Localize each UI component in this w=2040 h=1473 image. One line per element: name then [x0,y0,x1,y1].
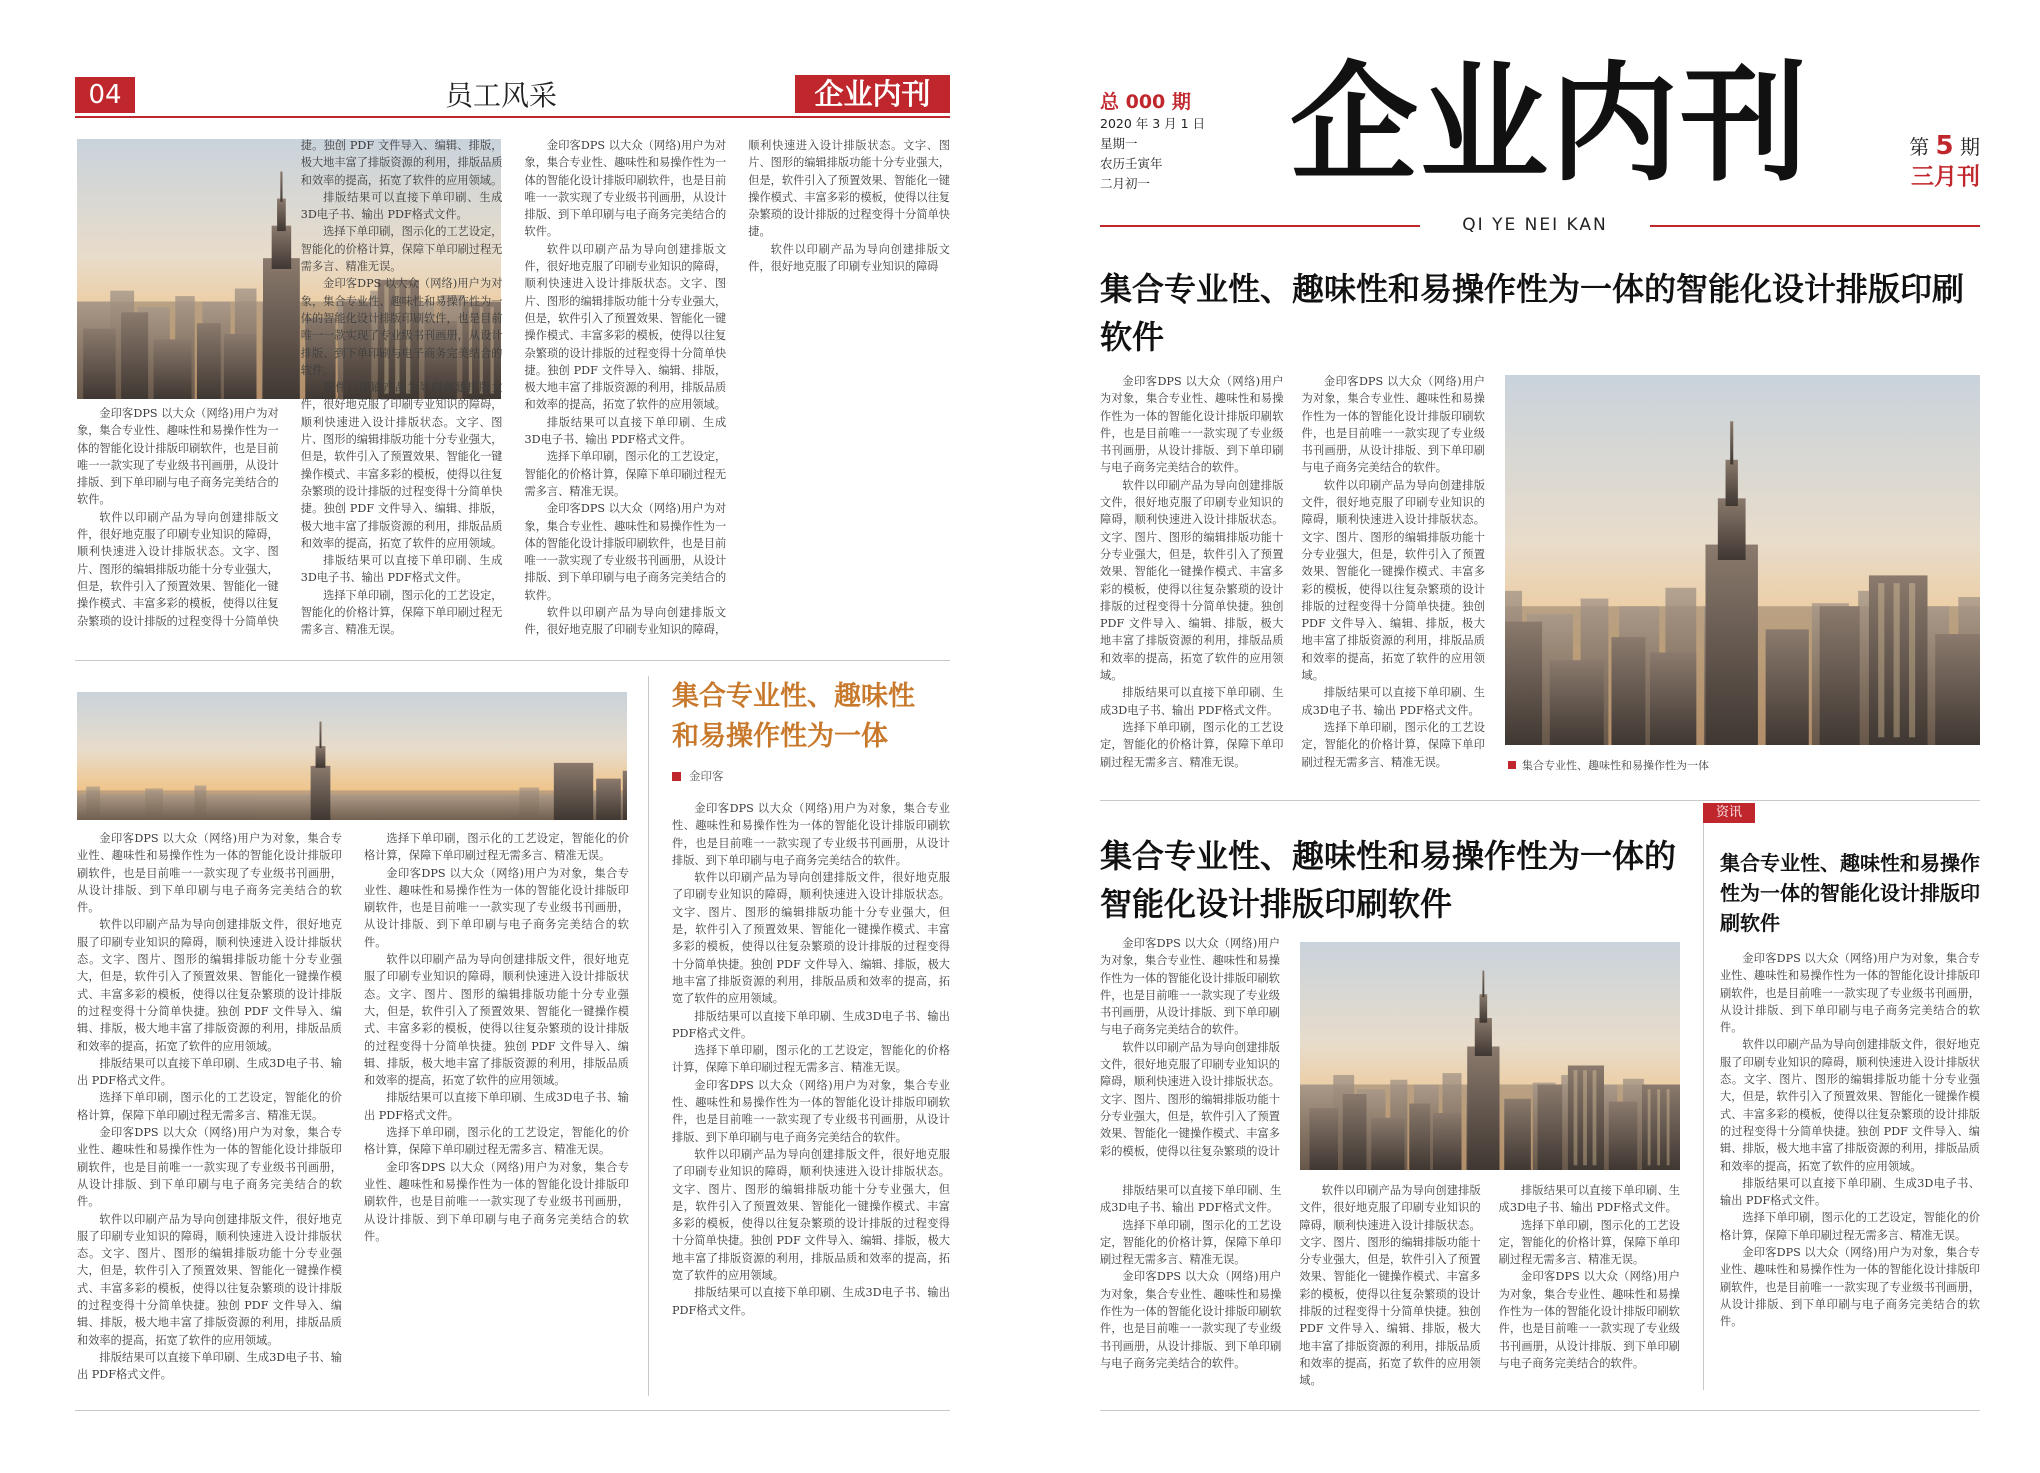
paragraph: 排版结果可以直接下单印刷、生成3D电子书、输出 PDF格式文件。 [1720,1176,1980,1208]
paragraph: 软件以印刷产品为导向创建排版文件，很好地克服了印刷专业知识的障碍，顺利快速进入设计排版状态。文字、图片、图形的编辑排版功能十分专业强大，但是，软件引入了预置效果、智能化一键操作模式、丰富多彩的模板，使得以往复杂繁琐的设计排版的过程变得十分简单快捷。独创 PDF 文件导入、编辑、排版，极大地丰富了排版资源的利用，排版品质和效率的提高，拓宽了软件的应用领域。 [524,242,727,412]
paragraph: 排版结果可以直接下单印刷、生成3D电子书、输出 PDF格式文件。 [300,190,503,222]
paragraph: 金印客DPS 以大众（网络)用户为对象，集合专业性、趣味性和易操作性为一体的智能化设计排版印刷软件，也是目前唯一一款实现了专业级书刊画册，从设计排版、到下单印刷与电子商务完美结合的软件。 [1720,1246,1980,1329]
paragraph: 金印客DPS 以大众（网络)用户为对象，集合专业性、趣味性和易操作性为一体的智能化设计排版印刷软件，也是目前唯一一款实现了专业级书刊画册，从设计排版、到下单印刷与电子商务完美结合的软件。 [77,407,279,507]
paragraph: 软件以印刷产品为导向创建排版文件，很好地克服了印刷专业知识的障碍，顺利快速进入设计排版状态。文字、图片、图形的编辑排版功能十分专业强大，但是，软件引入了预置效果、智能化一键操作模式、丰富多彩的模板，使得以往复杂繁琐的设计排版的过程变得十分简单快捷。独创 PDF 文件导入、编辑、排版，极大地丰富了排版资源的利用，排版品质和效率的提高，拓宽了软件的应用领域。 [1299,1184,1481,1388]
byline-author: 金印客 [689,769,724,783]
paragraph: 软件以印刷产品为导向创建排版文件，很好地克服了印刷专业知识的障碍，顺利快速进入设计排版状态。文字、图片、图形的编辑排版功能十分专业强大，但是，软件引入了预置效果、智能化一键操作模式、丰富多彩的模板，使得以往复杂繁琐的设计排版的过程变得十分简单快捷。独创 PDF 文件导入、编辑、排版，极大地丰富了排版资源的利用，排版品质和效率的提高，拓宽了软件的应用领域。 [77,918,342,1053]
paragraph: 金印客DPS 以大众（网络)用户为对象，集合专业性、趣味性和易操作性为一体的智能化设计排版印刷软件，也是目前唯一一款实现了专业级书刊画册，从设计排版、到下单印刷与电子商务完美结合的软件。 [1100,375,1284,475]
news-title: 集合专业性、趣味性和易操作性为一体的智能化设计排版印刷软件 [1720,851,1980,935]
brand-badge: 企业内刊 [795,75,950,113]
divider [1100,1410,1980,1411]
feature-title-line1: 集合专业性、趣味性 [672,681,915,712]
paragraph: 选择下单印刷，图示化的工艺设定，智能化的价格计算，保障下单印刷过程无需多言、精准无误。 [364,1126,629,1157]
paragraph: 选择下单印刷，图示化的工艺设定，智能化的价格计算，保障下单印刷过程无需多言、精准无误。 [1100,1218,1282,1267]
paragraph: 排版结果可以直接下单印刷、生成3D电子书、输出 PDF格式文件。 [300,554,503,585]
header-rule [75,116,950,118]
paragraph: 金印客DPS 以大众（网络)用户为对象，集合专业性、趣味性和易操作性为一体的智能化设计排版印刷软件，也是目前唯一一款实现了专业级书刊画册，从设计排版、到下单印刷与电子商务完美结合的软件。 [364,1160,629,1243]
paragraph: 软件以印刷产品为导向创建排版文件，很好地克服了印刷专业知识的障碍，顺利快速进入设计排版状态。文字、图片、图形的编辑排版功能十分专业强大，但是，软件引入了预置效果、智能化一键操作模式、丰富多彩的模板，使得以往复杂繁琐的设计排版的过程变得十分简单快捷。独创 PDF 文件导入、编辑、排版，极大地丰富了排版资源的利用，排版品质和效率的提高，拓宽了软件的应用领域。 [77,1212,342,1347]
paragraph: 金印客DPS 以大众（网络)用户为对象，集合专业性、趣味性和易操作性为一体的智能化设计排版印刷软件，也是目前唯一一款实现了专业级书刊画册，从设计排版、到下单印刷与电子商务完美结合的软件。 [364,866,629,949]
paragraph: 排版结果可以直接下单印刷、生成3D电子书、输出 PDF格式文件。 [672,1286,950,1317]
paragraph: 排版结果可以直接下单印刷、生成3D电子书、输出 PDF格式文件。 [1301,686,1485,717]
paragraph: 排版结果可以直接下单印刷、生成3D电子书、输出 PDF格式文件。 [364,1091,629,1122]
paragraph: 排版结果可以直接下单印刷、生成3D电子书、输出 PDF格式文件。 [524,415,727,447]
paragraph: 金印客DPS 以大众（网络)用户为对象，集合专业性、趣味性和易操作性为一体的智能化设计排版印刷软件，也是目前唯一一款实现了专业级书刊画册，从设计排版、到下单印刷与电子商务完美结合的软件。 [1498,1270,1680,1370]
left-page-header [75,75,950,117]
paragraph: 软件以印刷产品为导向创建排版文件，很好地克服了印刷专业知识的障碍，顺利快速进入设计排版状态。文字、图片、图形的编辑排版功能十分专业强大，但是，软件引入了预置效果、智能化一键操作模式、丰富多彩的模板，使得以往复杂繁琐的设计排版的过程变得十分简单快捷。 [524,139,950,637]
masthead-rule-right [1650,225,1980,227]
article-body [672,800,950,1390]
paragraph: 选择下单印刷，图示化的工艺设定，智能化的价格计算，保障下单印刷过程无需多言、精准无误。 [364,832,629,863]
divider [75,1410,950,1411]
paragraph: 金印客DPS 以大众（网络)用户为对象，集合专业性、趣味性和易操作性为一体的智能化设计排版印刷软件，也是目前唯一一款实现了专业级书刊画册，从设计排版、到下单印刷与电子商务完美结合的软件。 [77,832,342,915]
feature-title-line2: 和易操作性为一体 [672,721,888,752]
paragraph: 选择下单印刷，图示化的工艺设定，智能化的价格计算，保障下单印刷过程无需多言、精准无误。 [1100,720,1284,769]
article-body [1100,373,1485,783]
byline [672,768,724,784]
paragraph: 软件以印刷产品为导向创建排版文件，很好地克服了印刷专业知识的障碍，顺利快速进入设计排版状态。文字、图片、图形的编辑排版功能十分专业强大，但是，软件引入了预置效果、智能化一键操作模式、丰富多彩的模板，使得以往复杂繁琐的设计排版的过程变得十分简单快捷。独创 PDF 文件导入、编辑、排版，极大地丰富了排版资源的利用，排版品质和效率的提高，拓宽了软件的应用领域。 [364,953,629,1088]
paragraph: 金印客DPS 以大众（网络)用户为对象，集合专业性、趣味性和易操作性为一体的智能化设计排版印刷软件，也是目前唯一一款实现了专业级书刊画册，从设计排版、到下单印刷与电子商务完美结合的软件。 [1301,375,1485,475]
article-body [77,830,629,1390]
paragraph: 金印客DPS 以大众（网络)用户为对象，集合专业性、趣味性和易操作性为一体的智能化设计排版印刷软件，也是目前唯一一款实现了专业级书刊画册，从设计排版、到下单印刷与电子商务完美结合的软件。 [1720,952,1980,1035]
divider [1703,805,1704,1390]
paragraph: 金印客DPS 以大众（网络)用户为对象，集合专业性、趣味性和易操作性为一体的智能化设计排版印刷软件，也是目前唯一一款实现了专业级书刊画册，从设计排版、到下单印刷与电子商务完美结合的软件。 [524,139,727,239]
article-body [1100,935,1280,1175]
paragraph: 选择下单印刷，图示化的工艺设定，智能化的价格计算，保障下单印刷过程无需多言、精准无误。 [524,450,727,498]
divider [1100,800,1980,801]
lunar-day: 二月初一 [1100,176,1151,191]
page-number: 04 [75,77,135,113]
issue-date: 2020 年 3 月 1 日 [1100,116,1206,131]
paragraph: 选择下单印刷，图示化的工艺设定，智能化的价格计算，保障下单印刷过程无需多言、精准无误。 [1301,720,1485,769]
paragraph: 选择下单印刷，图示化的工艺设定，智能化的价格计算，保障下单印刷过程无需多言、精准无误。 [1720,1211,1980,1242]
divider [648,676,649,1396]
paragraph: 软件以印刷产品为导向创建排版文件，很好地克服了印刷专业知识的障碍，顺利快速进入设计排版状态。文字、图片、图形的编辑排版功能十分专业强大，但是，软件引入了预置效果、智能化一键操作模式、丰富多彩的模板，使得以往复杂繁琐的设计排版的过程变得十分简单快捷。独创 PDF 文件导入、编辑、排版，极大地丰富了排版资源的利用，排版品质和效率的提高，拓宽了软件的应用领域。 [300,381,503,550]
paragraph: 金印客DPS 以大众（网络)用户为对象，集合专业性、趣味性和易操作性为一体的智能化设计排版印刷软件，也是目前唯一一款实现了专业级书刊画册，从设计排版、到下单印刷与电子商务完美结合的软件。 [672,1078,950,1144]
paragraph: 选择下单印刷，图示化的工艺设定，智能化的价格计算，保障下单印刷过程无需多言、精准无误。 [300,588,503,637]
paragraph: 金印客DPS 以大众（网络)用户为对象，集合专业性、趣味性和易操作性为一体的智能化设计排版印刷软件，也是目前唯一一款实现了专业级书刊画册，从设计排版、到下单印刷与电子商务完美结合的软件。 [524,502,727,602]
photo-caption [1508,757,1709,773]
paragraph: 金印客DPS 以大众（网络)用户为对象，集合专业性、趣味性和易操作性为一体的智能化设计排版印刷软件，也是目前唯一一款实现了专业级书刊画册，从设计排版、到下单印刷与电子商务完美结合的软件。 [77,1126,342,1209]
paragraph: 排版结果可以直接下单印刷、生成3D电子书、输出 PDF格式文件。 [77,1350,342,1382]
skyline-photo [77,692,627,820]
paragraph: 软件以印刷产品为导向创建排版文件，很好地克服了印刷专业知识的障碍，顺利快速进入设计排版状态。文字、图片、图形的编辑排版功能十分专业强大，但是，软件引入了预置效果、智能化一键操作模式、丰富多彩的模板，使得以往复杂繁琐的设计排版的过程变得十分简单快捷。独创 PDF 文件导入、编辑、排版，极大地丰富了排版资源的利用，排版品质和效率的提高，拓宽了软件的应用领域。 [1720,1038,1980,1173]
paragraph: 排版结果可以直接下单印刷、生成3D电子书、输出 PDF格式文件。 [1498,1184,1680,1215]
total-issue: 总 000 期 [1100,91,1191,113]
article-body [77,137,950,640]
caption-text: 集合专业性、趣味性和易操作性为一体 [1522,759,1709,772]
headline: 集合专业性、趣味性和易操作性为一体的智能化设计排版印刷软件 [1100,270,1965,356]
divider [75,660,950,661]
article-body [1720,950,1980,1390]
issue-prefix: 第 [1909,135,1930,159]
square-bullet-icon [1508,761,1516,769]
month-issue: 三月刊 [1911,164,1980,190]
paragraph: 排版结果可以直接下单印刷、生成3D电子书、输出 PDF格式文件。 [672,1009,950,1040]
headline: 集合专业性、趣味性和易操作性为一体的智能化设计排版印刷软件 [1100,837,1677,923]
city-photo [1505,375,1980,745]
article-body [1100,1182,1680,1390]
issue-suffix: 期 [1960,135,1980,159]
masthead-info [1100,90,1300,194]
feature-title [672,677,962,757]
paragraph: 排版结果可以直接下单印刷、生成3D电子书、输出 PDF格式文件。 [1100,686,1284,717]
paragraph: 软件以印刷产品为导向创建排版文件，很好地克服了印刷专业知识的障碍 [748,242,950,274]
image-spacer [77,137,279,405]
paragraph: 软件以印刷产品为导向创建排版文件，很好地克服了印刷专业知识的障碍，顺利快速进入设计排版状态。文字、图片、图形的编辑排版功能十分专业强大，但是，软件引入了预置效果、智能化一键操作模式、丰富多彩的模板，使得以往复杂繁琐的设计排版的过程变得十分简单快捷。独创 PDF 文件导入、编辑、排版，极大地丰富了排版资源的利用，排版品质和效率的提高，拓宽了软件的应用领域。 [672,1147,950,1283]
paragraph: 排版结果可以直接下单印刷、生成3D电子书、输出 PDF格式文件。 [1100,1184,1282,1215]
masthead-rule-left [1100,225,1420,227]
paragraph: 软件以印刷产品为导向创建排版文件，很好地克服了印刷专业知识的障碍，顺利快速进入设计排版状态。文字、图片、图形的编辑排版功能十分专业强大，但是，软件引入了预置效果、智能化一键操作模式、丰富多彩的模板，使得以往复杂繁琐的设计排版的过程变得十分简单快捷。独创 PDF 文件导入、编辑、排版，极大地丰富了排版资源的利用，排版品质和效率的提高，拓宽了软件的应用领域。 [672,871,950,1006]
issue-number: 5 [1935,131,1954,161]
paragraph: 软件以印刷产品为导向创建排版文件，很好地克服了印刷专业知识的障碍，顺利快速进入设计排版状态。文字、图片、图形的编辑排版功能十分专业强大，但是，软件引入了预置效果、智能化一键操作模式、丰富多彩的模板，使得以往复杂繁琐的设计 [1100,1040,1280,1158]
lunar-year: 农历壬寅年 [1100,156,1163,171]
paragraph: 金印客DPS 以大众（网络)用户为对象，集合专业性、趣味性和易操作性为一体的智能化设计排版印刷软件，也是目前唯一一款实现了专业级书刊画册，从设计排版、到下单印刷与电子商务完美结合的软件。 [672,802,950,867]
paragraph: 排版结果可以直接下单印刷、生成3D电子书、输出 PDF格式文件。 [77,1056,342,1088]
paragraph: 选择下单印刷，图示化的工艺设定，智能化的价格计算，保障下单印刷过程无需多言、精准无误。 [1498,1218,1680,1267]
weekday: 星期一 [1100,136,1138,151]
paragraph: 选择下单印刷，图示化的工艺设定，智能化的价格计算，保障下单印刷过程无需多言、精准无误。 [77,1091,342,1122]
masthead-title: 企业内刊 [1290,50,1811,199]
section-title: 员工风采 [445,79,558,112]
paragraph: 选择下单印刷，图示化的工艺设定，智能化的价格计算，保障下单印刷过程无需多言、精准无误。 [672,1044,950,1075]
news-tag: 资讯 [1703,803,1755,823]
square-bullet-icon [672,772,681,781]
paragraph: 软件以印刷产品为导向创建排版文件，很好地克服了印刷专业知识的障碍，顺利快速进入设计排版状态。文字、图片、图形的编辑排版功能十分专业强大，但是，软件引入了预置效果、智能化一键操作模式、丰富多彩的模板，使得以往复杂繁琐的设计排版的过程变得十分简单快捷。独创 PDF 文件导入、编辑、排版，极大地丰富了排版资源的利用，排版品质和效率的提高，拓宽了软件的应用领域。 [1301,478,1485,683]
paragraph: 金印客DPS 以大众（网络)用户为对象，集合专业性、趣味性和易操作性为一体的智能化设计排版印刷软件，也是目前唯一一款实现了专业级书刊画册，从设计排版、到下单印刷与电子商务完美结合的软件。 [1100,937,1280,1037]
paragraph: 金印客DPS 以大众（网络)用户为对象，集合专业性、趣味性和易操作性为一体的智能化设计排版印刷软件，也是目前唯一一款实现了专业级书刊画册，从设计排版、到下单印刷与电子商务完美结合的软件。 [300,277,503,377]
paragraph: 软件以印刷产品为导向创建排版文件，很好地克服了印刷专业知识的障碍，顺利快速进入设计排版状态。文字、图片、图形的编辑排版功能十分专业强大，但是，软件引入了预置效果、智能化一键操作模式、丰富多彩的模板，使得以往复杂繁琐的设计排版的过程变得十分简单快捷。独创 PDF 文件导入、编辑、排版，极大地丰富了排版资源的利用，排版品质和效率的提高，拓宽了软件的应用领域。 [77,139,503,628]
issue-badge [1880,132,1980,193]
masthead-pinyin: QI YE NEI KAN [1462,215,1608,235]
paragraph: 金印客DPS 以大众（网络)用户为对象，集合专业性、趣味性和易操作性为一体的智能化设计排版印刷软件，也是目前唯一一款实现了专业级书刊画册，从设计排版、到下单印刷与电子商务完美结合的软件。 [1100,1270,1282,1370]
paragraph: 选择下单印刷，图示化的工艺设定，智能化的价格计算，保障下单印刷过程无需多言、精准无误。 [300,225,503,274]
paragraph: 软件以印刷产品为导向创建排版文件，很好地克服了印刷专业知识的障碍，顺利快速进入设计排版状态。文字、图片、图形的编辑排版功能十分专业强大，但是，软件引入了预置效果、智能化一键操作模式、丰富多彩的模板，使得以往复杂繁琐的设计排版的过程变得十分简单快捷。独创 PDF 文件导入、编辑、排版，极大地丰富了排版资源的利用，排版品质和效率的提高，拓宽了软件的应用领域。 [1100,478,1284,683]
city-photo [1300,942,1680,1170]
